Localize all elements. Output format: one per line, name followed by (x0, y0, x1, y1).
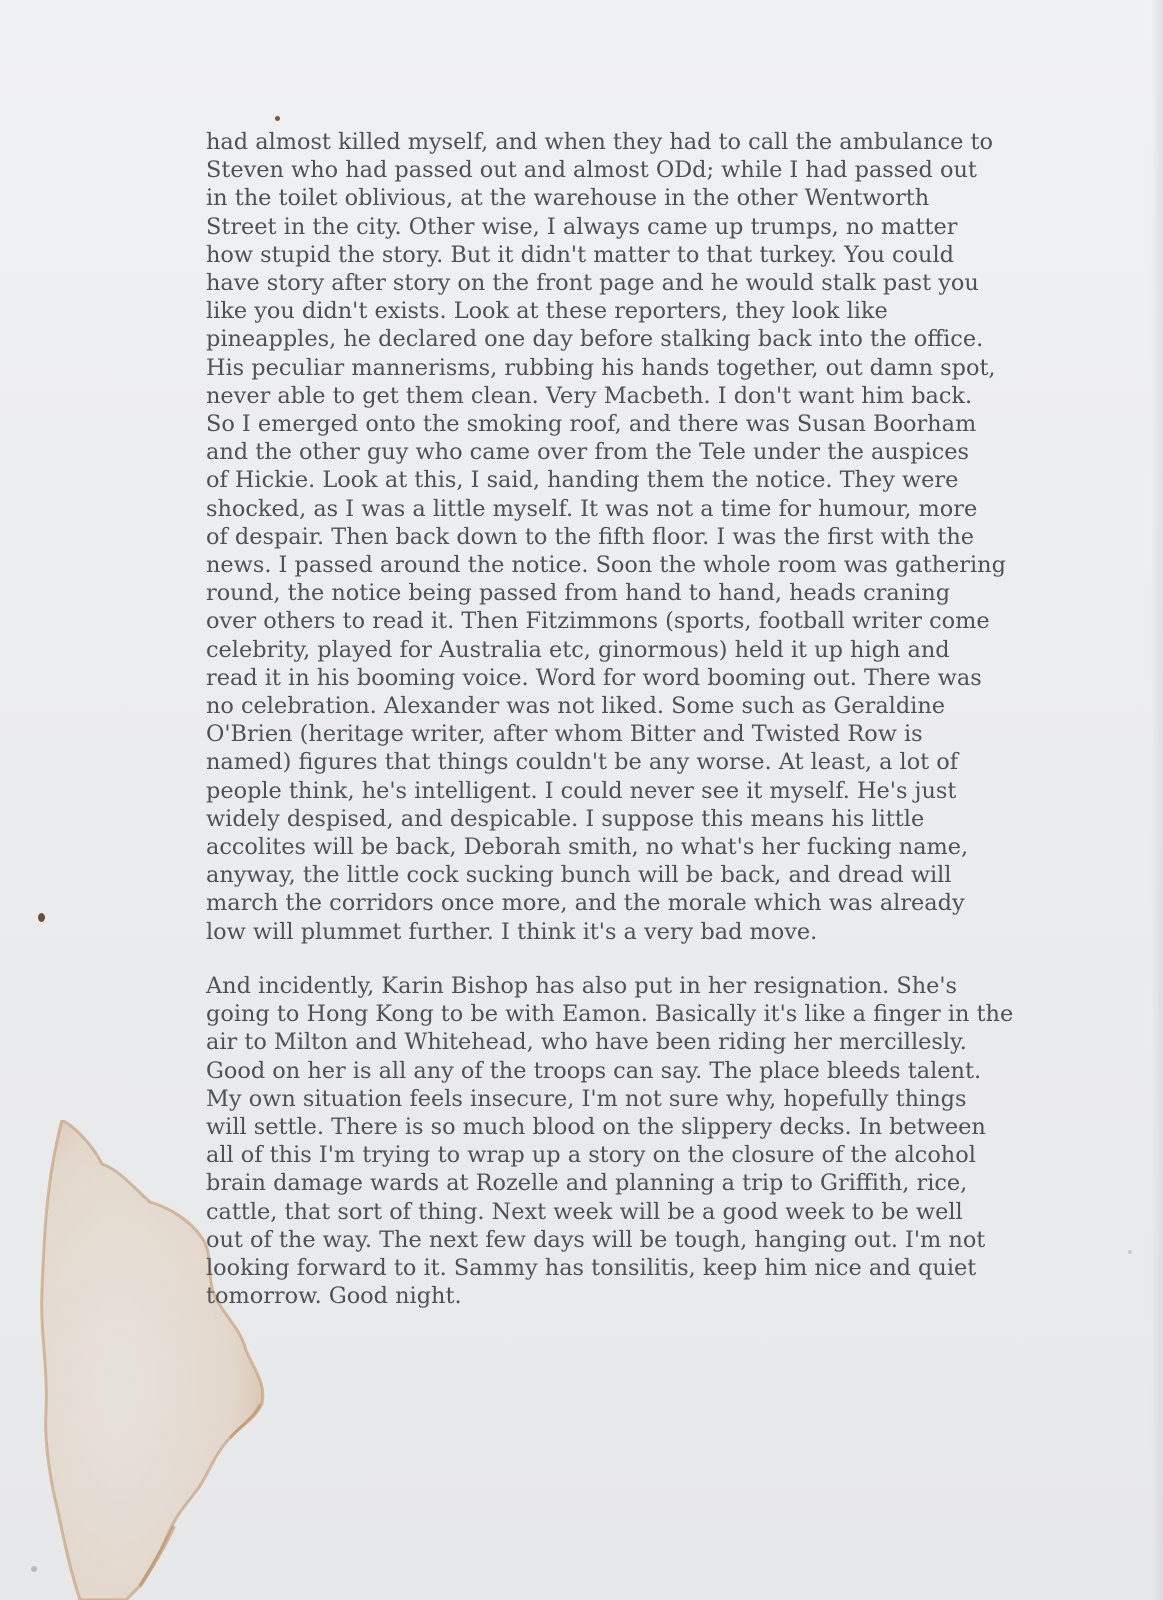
ink-speck (38, 913, 45, 922)
paragraph-2: And incidently, Karin Bishop has also put in her resignation. She's going to Hong Kong to be with Eamon. Basically it's like a finger in the air to Milton and Whitehead, who have been riding her mercillesly. Good on her is all any of the troops can say. The place bleeds talent. My own situation feels insecure, I'm not sure why, hopefully things will settle. There is so much blood on the slippery decks. In between all of this I'm trying to wrap up a story on the closure of the alcohol brain damage wards at Rozelle and planning a trip to Griffith, rice, cattle, that sort of thing. Next week will be a good week to be well out of the way. The next few days will be tough, hanging out. I'm not looking forward to it. Sammy has tonsilitis, keep him nice and quiet tomorrow. Good night. (206, 972, 1014, 1310)
page-edge-shadow (1151, 0, 1163, 1600)
paper-speck (1128, 1250, 1132, 1254)
paper-speck (31, 1566, 37, 1572)
paragraph-1: had almost killed myself, and when they had to call the ambulance to Steven who had passed out and almost ODd; while I had passed out in the toilet oblivious, at the warehouse in the other Wentworth Street in the city. Other wise, I always came up trumps, no matter how stupid the story. But it didn't matter to that turkey. You could have story after story on the front page and he would stalk past you like you didn't exists. Look at these reporters, they look like pineapples, he declared one day before stalking back into the office. His peculiar mannerisms, rubbing his hands together, out damn spot, never able to get them clean. Very Macbeth. I don't want him back. So I emerged onto the smoking roof, and there was Susan Boorham and the other guy who came over from the Tele under the auspices of Hickie. Look at this, I said, handing them the notice. They were shocked, as I was a little myself. It was not a time for humour, more of despair. Then back down to the fifth floor. I was the first with the news. I passed around the notice. Soon the whole room was gathering round, the notice being passed from hand to hand, heads craning over others to read it. Then Fitzimmons (sports, football writer come celebrity, played for Australia etc, ginormous) held it up high and read it in his booming voice. Word for word booming out. There was no celebration. Alexander was not liked. Some such as Geraldine O'Brien (heritage writer, after whom Bitter and Twisted Row is named) figures that things couldn't be any worse. At least, a lot of people think, he's intelligent. I could never see it myself. He's just widely despised, and despicable. I suppose this means his little accolites will be back, Deborah smith, no what's her fucking name, anyway, the little cock sucking bunch will be back, and dread will march the corridors once more, and the morale which was already low will plummet further. I think it's a very bad move. (206, 129, 1006, 945)
body-text (206, 128, 1036, 1310)
ink-speck (275, 116, 280, 121)
